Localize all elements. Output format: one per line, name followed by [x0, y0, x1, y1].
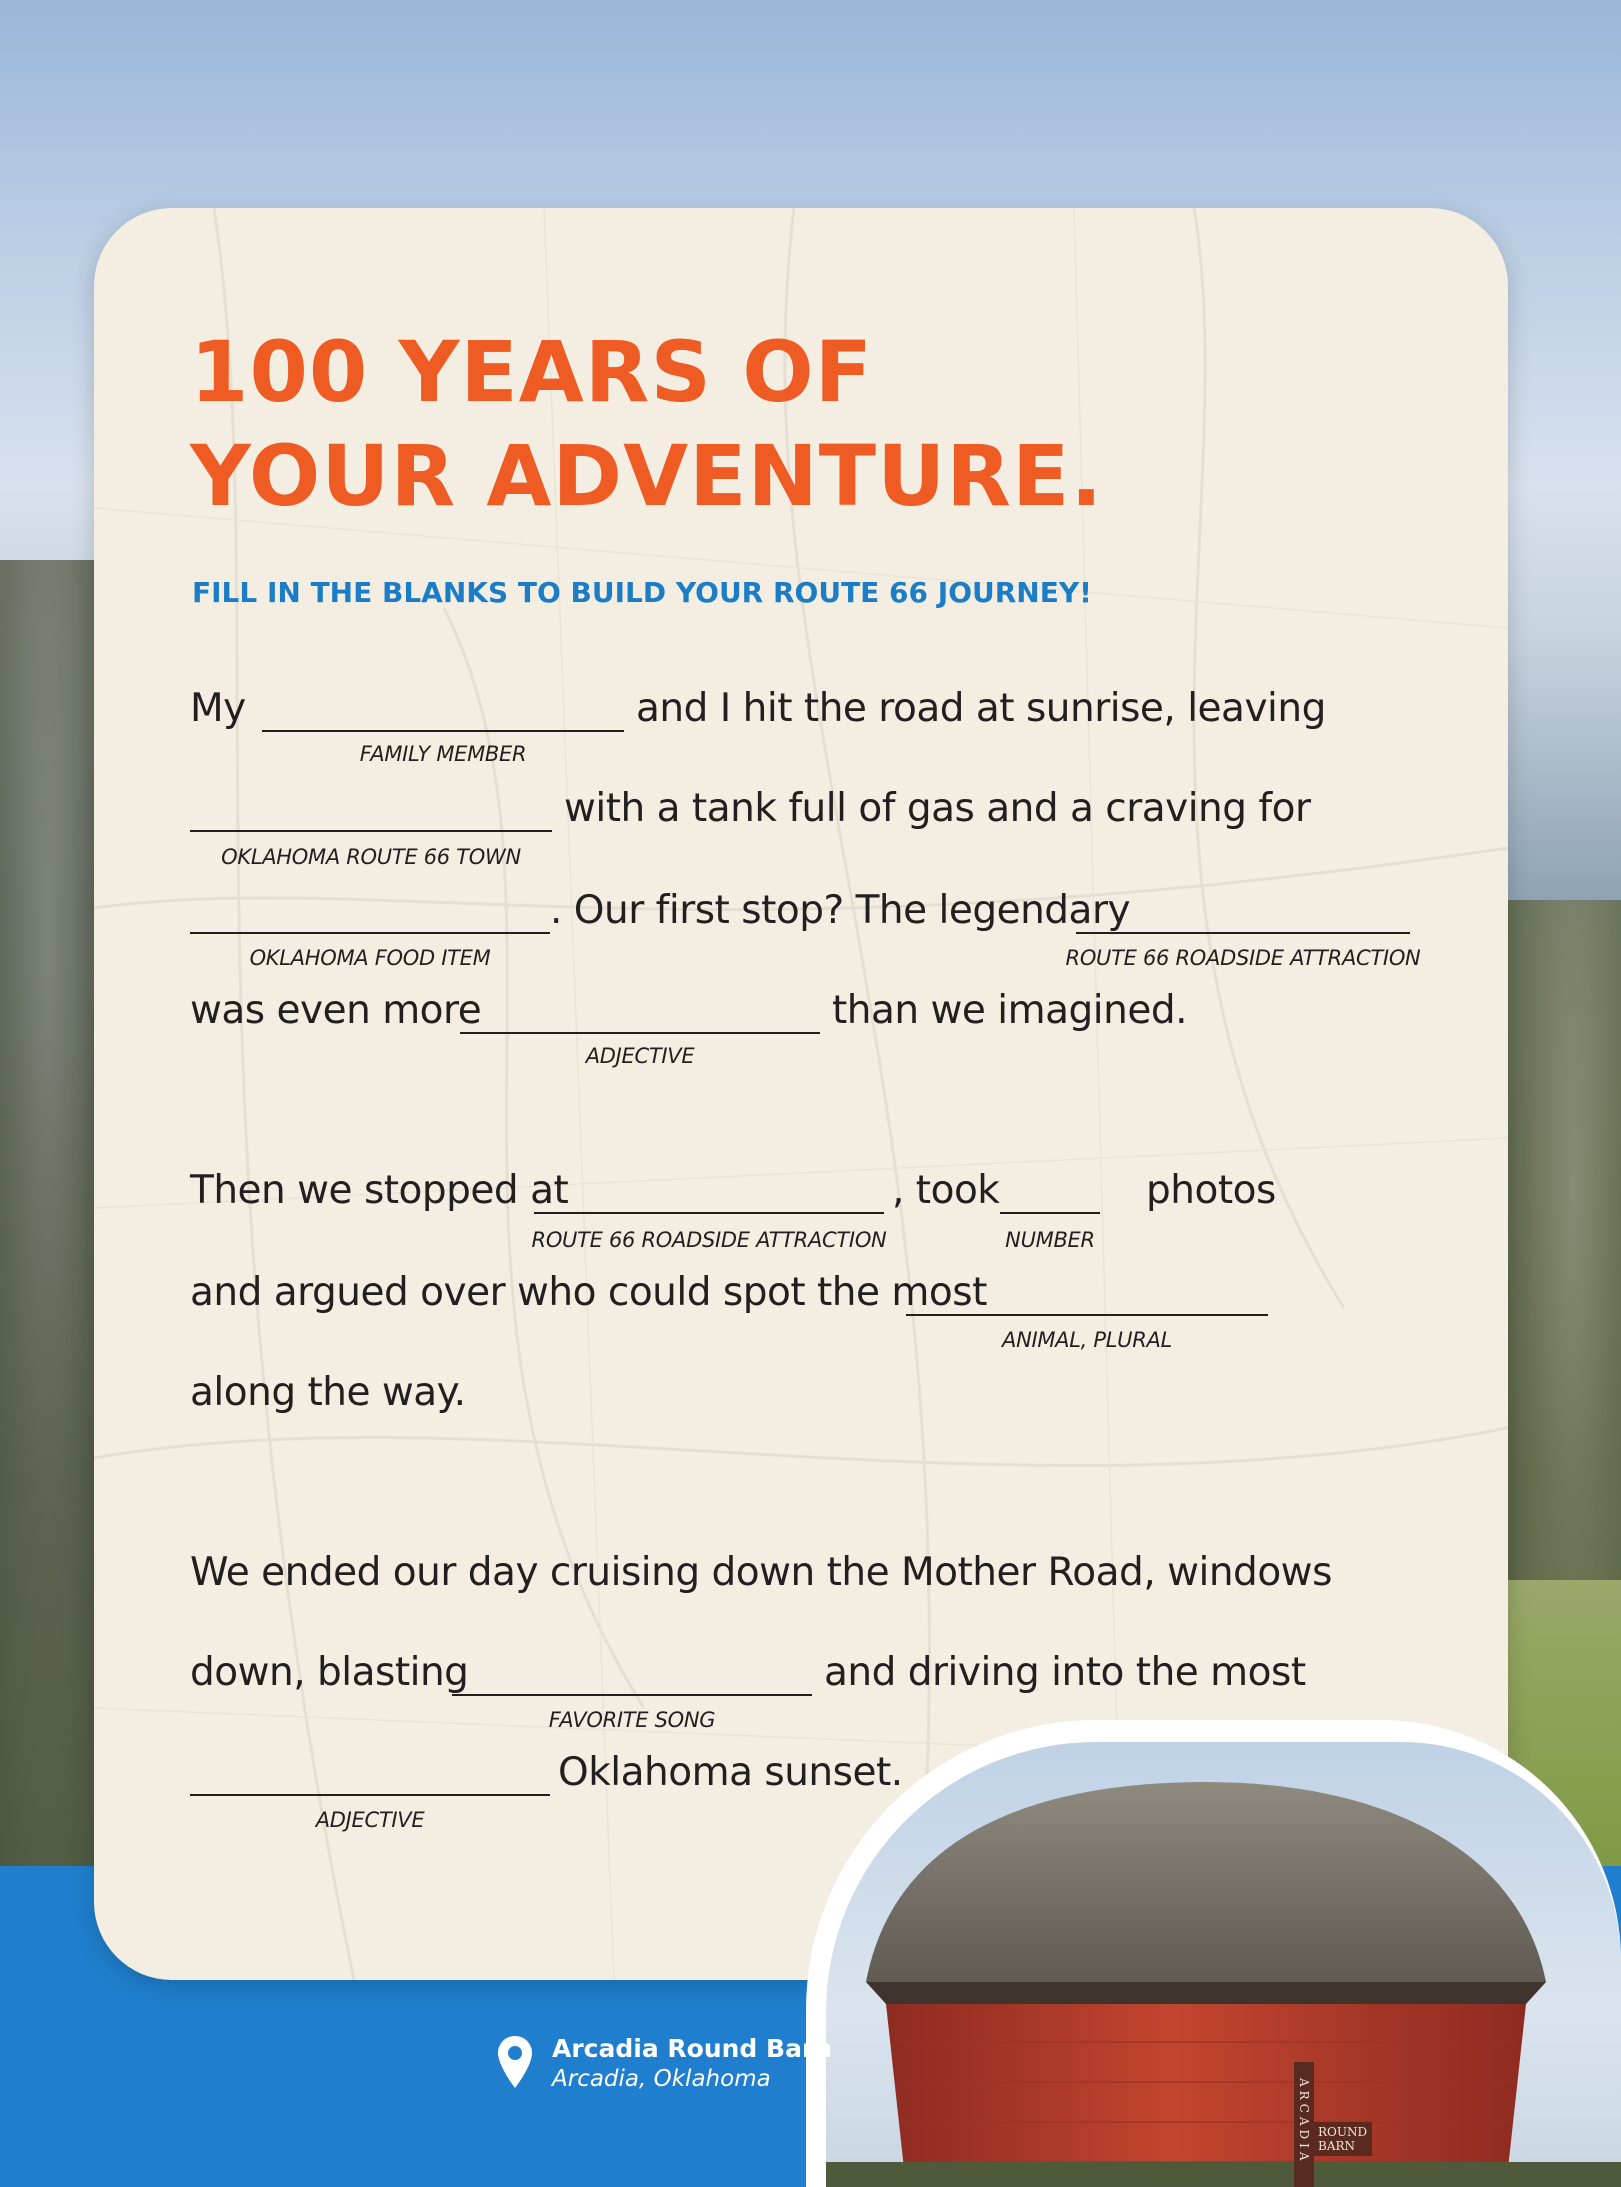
sign-text-1: ROUND	[1318, 2125, 1368, 2139]
title-line-2: YOUR ADVENTURE.	[190, 427, 1104, 525]
story-text: than we imagined.	[832, 988, 1187, 1033]
story-text: , took	[892, 1168, 1000, 1213]
blank-animal[interactable]	[906, 1314, 1268, 1316]
hint-food: OKLAHOMA FOOD ITEM	[249, 946, 491, 970]
story-text: down, blasting	[190, 1650, 469, 1695]
title-line-1: 100 YEARS OF	[190, 323, 874, 421]
story-text: . Our first stop? The legendary	[550, 888, 1131, 933]
round-barn-illustration	[826, 1742, 1621, 2187]
instructions-subtitle: FILL IN THE BLANKS TO BUILD YOUR ROUTE 66 JOURNEY!	[192, 576, 1092, 609]
hint-animal: ANIMAL, PLURAL	[1002, 1328, 1172, 1352]
blank-song[interactable]	[452, 1694, 812, 1696]
story-text: Then we stopped at	[190, 1168, 569, 1213]
story-text: and I hit the road at sunrise, leaving	[636, 686, 1326, 731]
barn-wall	[886, 2004, 1526, 2187]
story-text: We ended our day cruising down the Mother Road, windows	[190, 1550, 1332, 1595]
hint-adjective-1: ADJECTIVE	[585, 1044, 695, 1068]
sign-vertical-text: ARCADIA	[1297, 2078, 1311, 2165]
blank-town[interactable]	[190, 830, 552, 832]
hint-number: NUMBER	[1005, 1228, 1095, 1252]
sign-text-2: BARN	[1318, 2139, 1356, 2153]
hint-town: OKLAHOMA ROUTE 66 TOWN	[221, 845, 521, 869]
barn-roof	[866, 1782, 1546, 1982]
caption-location: Arcadia, Oklahoma	[552, 2066, 771, 2092]
story-text: was even more	[190, 988, 482, 1033]
blank-family-member[interactable]	[262, 730, 624, 732]
blank-food[interactable]	[190, 932, 550, 934]
location-pin-icon	[496, 2034, 534, 2090]
hint-attraction-1: ROUTE 66 ROADSIDE ATTRACTION	[1065, 946, 1421, 970]
story-text: Oklahoma sunset.	[558, 1750, 903, 1795]
story-text: My	[190, 686, 246, 731]
page-title	[190, 320, 1103, 528]
blank-number[interactable]	[1000, 1212, 1100, 1214]
story-text: with a tank full of gas and a craving for	[564, 786, 1311, 831]
hint-adjective-2: ADJECTIVE	[315, 1808, 425, 1832]
story-text: photos	[1146, 1168, 1276, 1213]
story-text: and argued over who could spot the most	[190, 1270, 987, 1315]
barn-eave	[866, 1982, 1546, 2004]
hint-song: FAVORITE SONG	[548, 1708, 716, 1732]
madlib-card	[94, 208, 1508, 1980]
caption-title: Arcadia Round Barn	[552, 2034, 833, 2063]
story-text: and driving into the most	[824, 1650, 1306, 1695]
story-text: along the way.	[190, 1370, 466, 1415]
blank-attraction-1[interactable]	[1076, 932, 1410, 934]
blank-adjective-2[interactable]	[190, 1794, 550, 1796]
round-barn-photo	[826, 1742, 1621, 2187]
hint-attraction-2: ROUTE 66 ROADSIDE ATTRACTION	[531, 1228, 887, 1252]
blank-adjective-1[interactable]	[460, 1032, 820, 1034]
hint-family-member: FAMILY MEMBER	[359, 742, 527, 766]
blank-attraction-2[interactable]	[534, 1212, 884, 1214]
